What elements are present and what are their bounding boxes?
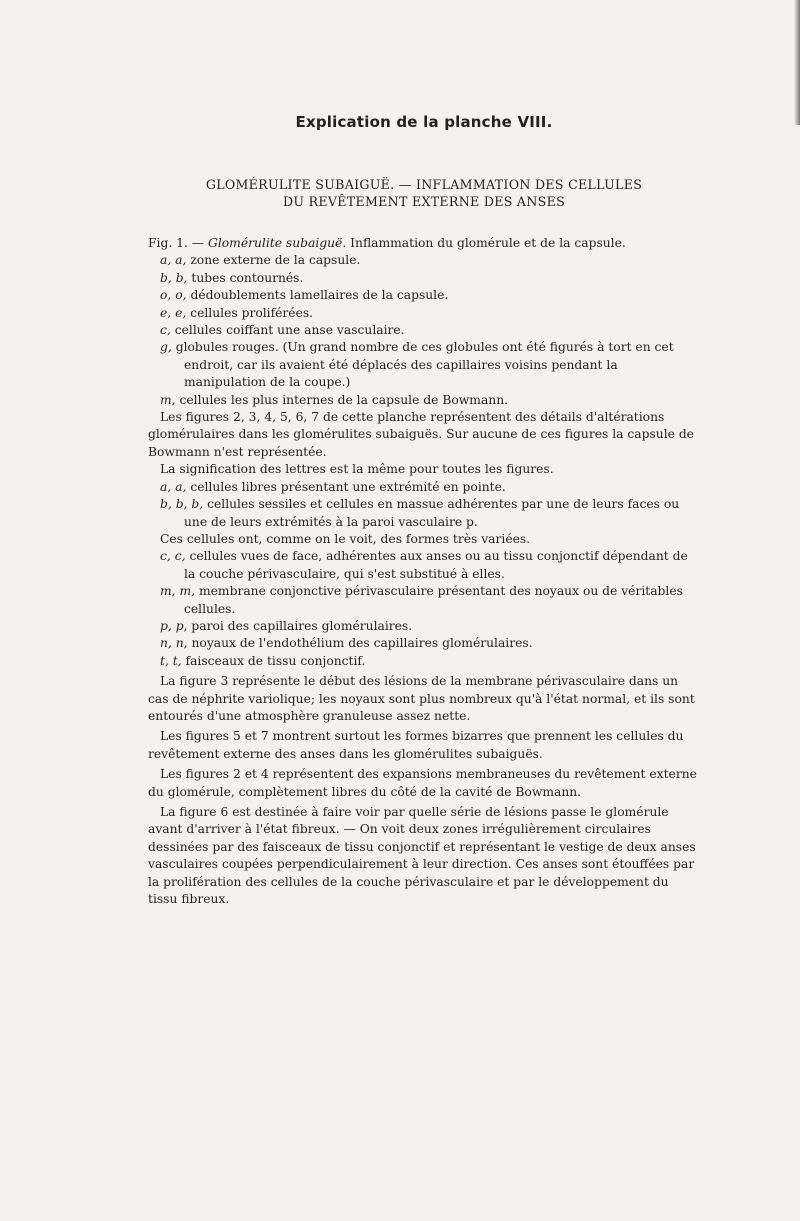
- legend-text: cellules libres présentant une extrémité en pointe.: [190, 479, 506, 494]
- legend-letters: a, a,: [160, 479, 187, 494]
- legend-letters: g,: [160, 340, 172, 355]
- legend-text: globules rouges. (Un grand nombre de ces globules ont été figurés à tort en cet endroit, car ils avaient été déplacés des capillaires voisins pendant la manipulation de la coupe.): [175, 340, 674, 390]
- legend-text: tubes contournés.: [191, 270, 304, 285]
- legend-text: cellules coiffant une anse vasculaire.: [174, 323, 405, 338]
- legend-letters: b, b, b,: [160, 497, 204, 512]
- legend-text: membrane conjonctive périvasculaire présentant des noyaux ou de véritables cellules.: [184, 584, 683, 616]
- paragraph: La figure 6 est destinée à faire voir par quelle série de lésions passe le glomérule avant d'arriver à l'état fibreux. — On voit deux zones irrégulièrement circulaires dessinées par des faisceaux de tissu conjonctif et représentant le vestige de deux anses vasculaires coupées perpendiculairement à leur direction. Ces anses sont étouffées par la prolifération des cellules de la couche périvasculaire et par le développement du tissu fibreux.: [148, 805, 696, 907]
- legend-letters: m,: [160, 392, 176, 407]
- legend-item: [148, 339, 700, 391]
- legend-text: faisceaux de tissu conjonctif.: [185, 653, 366, 668]
- legend-item: [148, 531, 700, 548]
- legend-item: [148, 252, 700, 269]
- paragraph: Les figures 5 et 7 montrent surtout les formes bizarres que prennent les cellules du revêtement externe des anses dans les glomérulites subaiguës.: [148, 729, 684, 761]
- letters-legend: [148, 479, 700, 670]
- legend-text: paroi des capillaires glomérulaires.: [191, 618, 413, 633]
- legend-text: cellules les plus internes de la capsule de Bowmann.: [179, 392, 509, 407]
- legend-letters: o, o,: [160, 288, 187, 303]
- legend-letters: c,: [160, 323, 171, 338]
- page-edge-shadow: [794, 0, 800, 125]
- legend-item: [148, 548, 700, 583]
- heading-line-1: GLOMÉRULITE SUBAIGUË. — INFLAMMATION DES CELLULES: [205, 177, 643, 192]
- fig1-italic: Glomérulite subaiguë.: [208, 236, 347, 250]
- legend-item: [148, 479, 700, 496]
- paragraph-figures: Les figures 2, 3, 4, 5, 6, 7 de cette planche représentent des détails d'altérations glomérulaires dans les glomérulites subaiguës. Sur aucune de ces figures la capsule de Bowmann n'est représentée.: [148, 410, 694, 459]
- legend-item: [148, 635, 700, 652]
- legend-text: noyaux de l'endothélium des capillaires glomérulaires.: [191, 636, 533, 651]
- legend-item: [148, 583, 700, 618]
- legend-text: cellules vues de face, adhérentes aux anses ou au tissu conjonctif dépendant de la couche périvasculaire, qui s'est substitué à elles.: [184, 549, 688, 581]
- legend-item: [148, 287, 700, 304]
- fig1-label: Fig. 1. —: [148, 236, 205, 250]
- legend-letters: b, b,: [160, 270, 188, 285]
- legend-letters: n, n,: [160, 636, 188, 651]
- legend-letters: c, c,: [160, 549, 186, 564]
- legend-item: [148, 270, 700, 287]
- legend-item: [148, 618, 700, 635]
- legend-item: [148, 392, 700, 409]
- plate-title: Explication de la planche VIII.: [295, 113, 553, 131]
- legend-item: [148, 305, 700, 322]
- section-heading: [148, 176, 700, 210]
- legend-item: [148, 653, 700, 670]
- paragraph-letters: La signification des lettres est la même pour toutes les figures.: [160, 462, 554, 477]
- legend-letters: m, m,: [160, 584, 196, 599]
- legend-letters: a, a,: [160, 253, 187, 268]
- legend-item: [148, 322, 700, 339]
- closing-paragraphs: [148, 673, 700, 908]
- fig1-caption: [148, 235, 700, 252]
- body-text: [148, 235, 700, 908]
- legend-text: cellules sessiles et cellules en massue adhérentes par une de leurs faces ou une de leurs extrémités à la paroi vasculaire p.: [184, 497, 680, 529]
- paragraph: Les figures 2 et 4 représentent des expansions membraneuses du revêtement externe du glomérule, complètement libres du côté de la cavité de Bowmann.: [148, 767, 697, 799]
- legend-letters: p, p,: [160, 618, 188, 633]
- paragraph: La figure 3 représente le début des lésions de la membrane périvasculaire dans un cas de néphrite variolique; les noyaux sont plus nombreux qu'à l'état normal, et ils sont entourés d'une atmosphère granuleuse assez nette.: [148, 674, 695, 723]
- legend-item: [148, 496, 700, 531]
- legend-text: Ces cellules ont, comme on le voit, des formes très variées.: [160, 531, 531, 546]
- heading-line-2: DU REVÊTEMENT EXTERNE DES ANSES: [282, 194, 565, 209]
- legend-text: dédoublements lamellaires de la capsule.: [190, 288, 449, 303]
- legend-text: cellules proliférées.: [190, 305, 314, 320]
- legend-letters: e, e,: [160, 305, 187, 320]
- fig1-legend: [148, 252, 700, 409]
- fig1-text: Inflammation du glomérule et de la capsule.: [350, 236, 626, 250]
- legend-letters: t, t,: [160, 653, 182, 668]
- legend-text: zone externe de la capsule.: [190, 253, 361, 268]
